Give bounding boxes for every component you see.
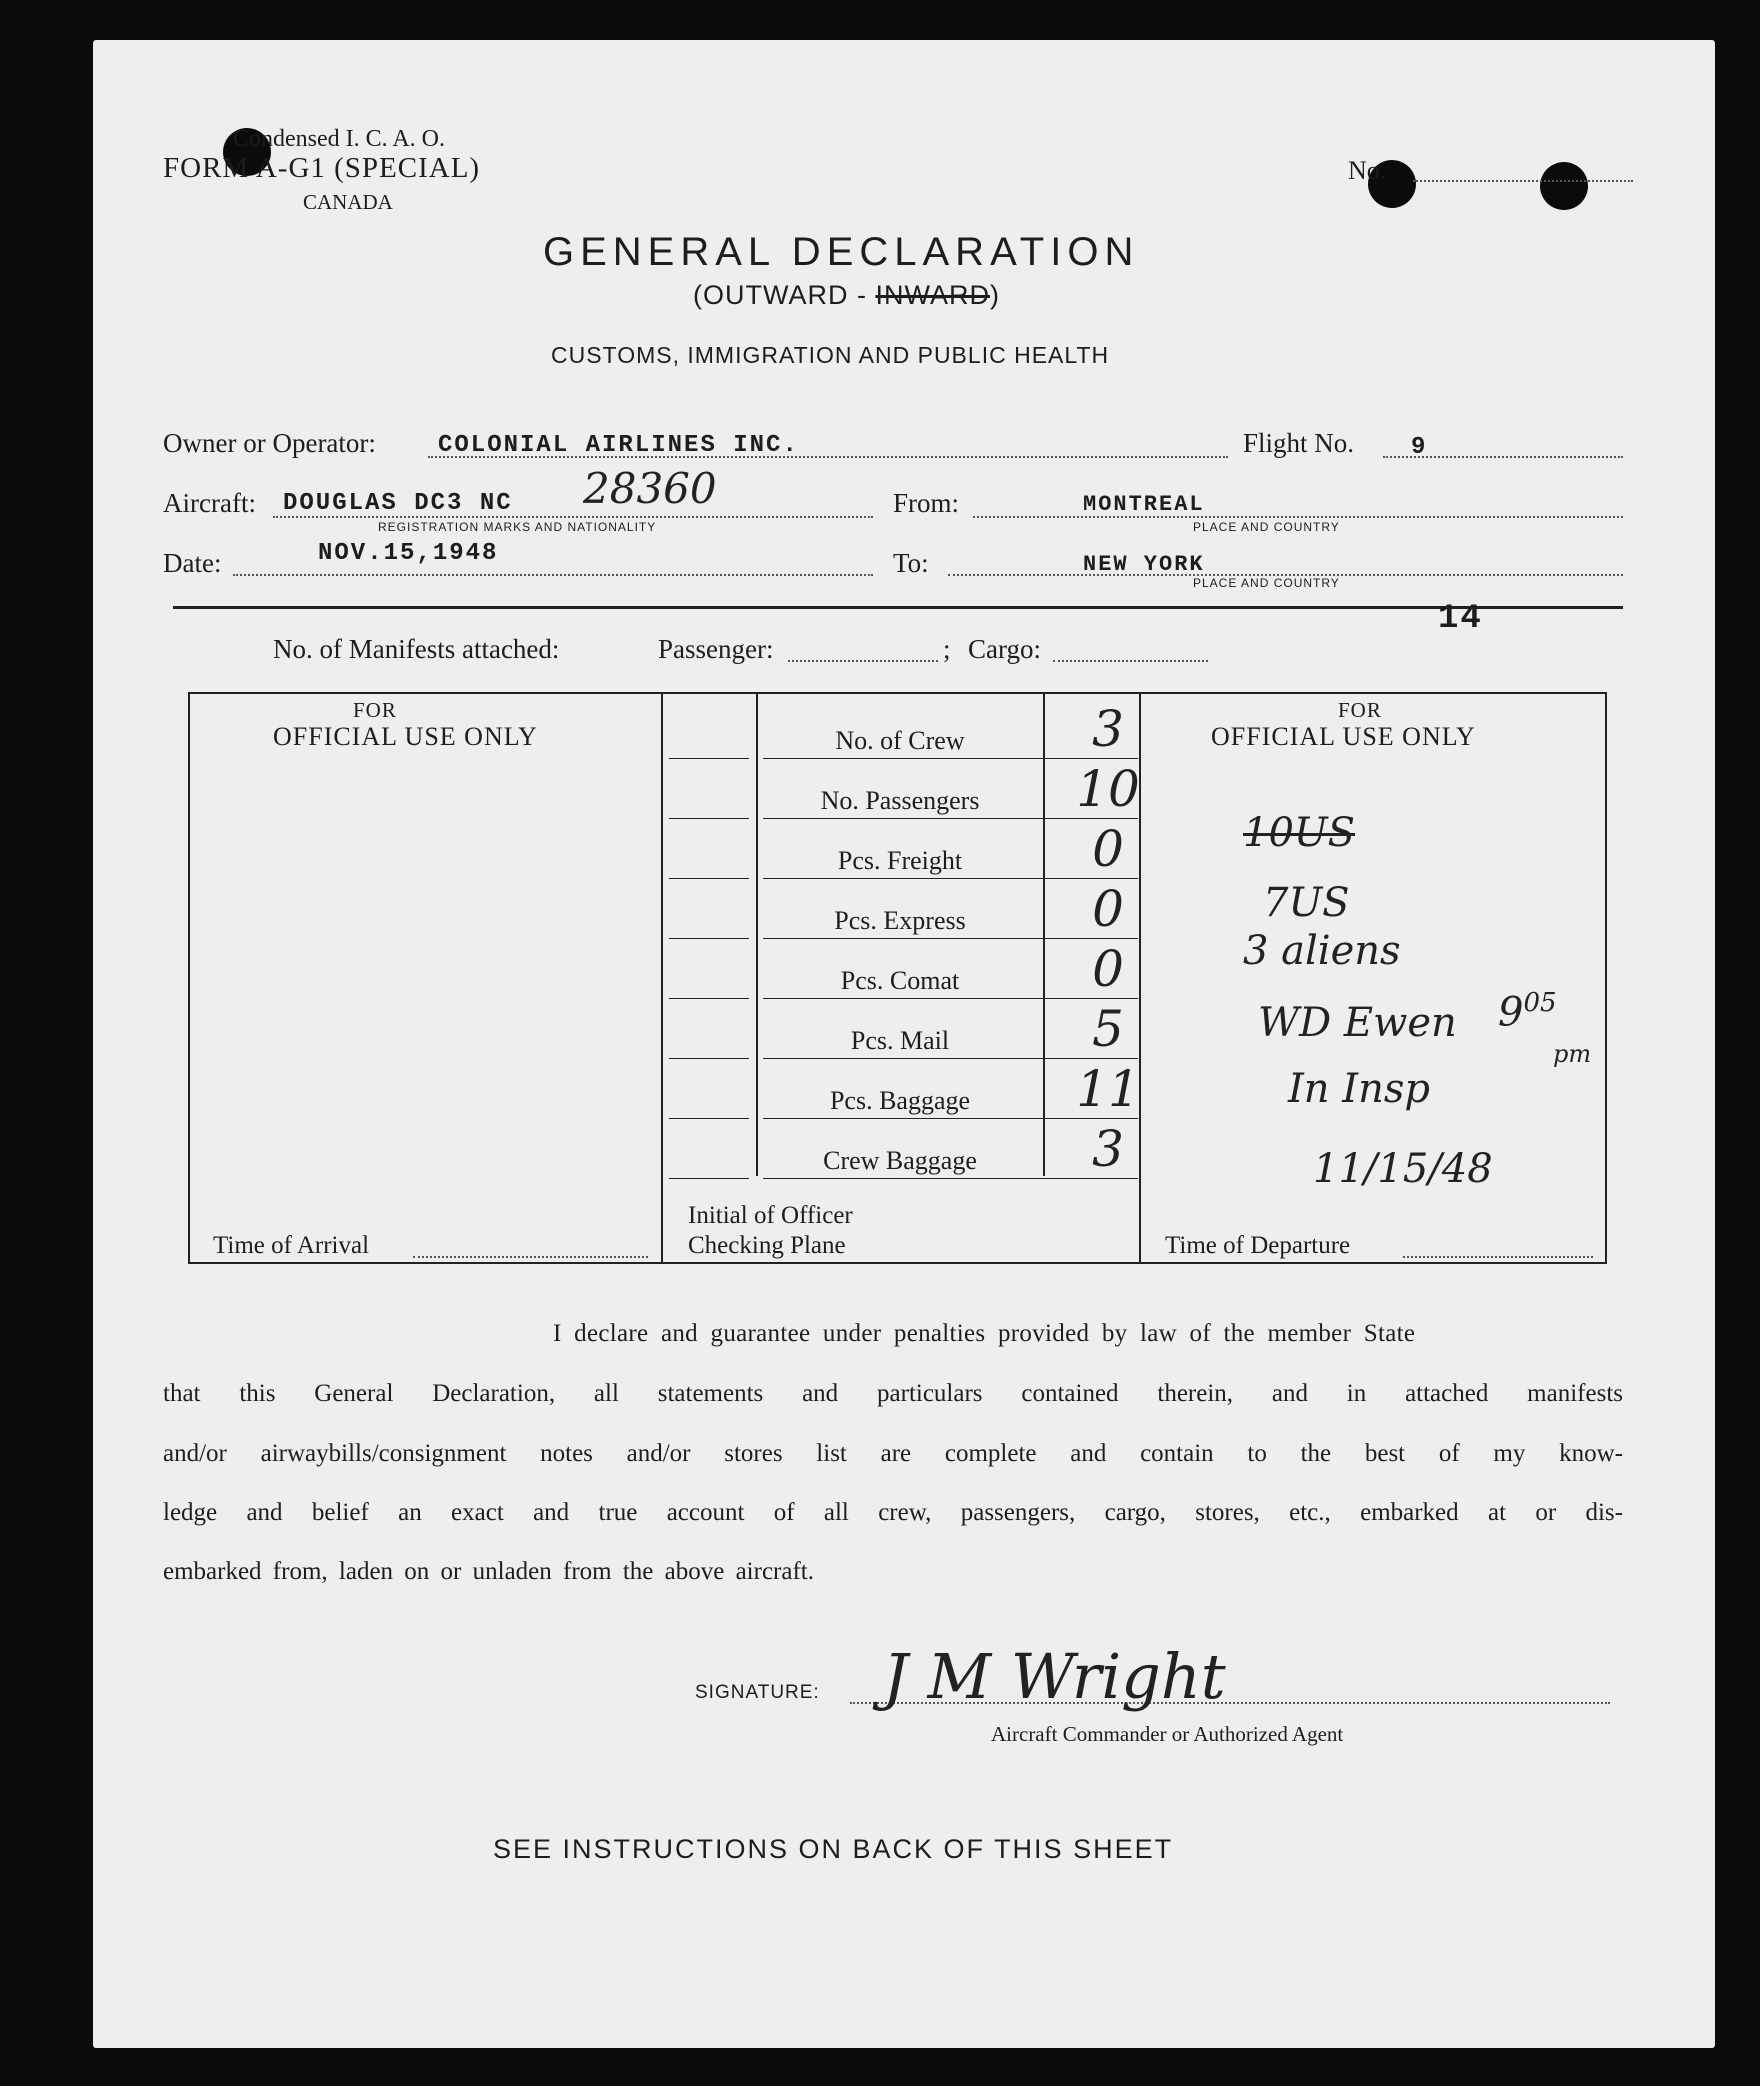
table-bottom-border: [188, 1262, 1606, 1264]
cargo-label: Cargo:: [968, 634, 1041, 664]
initial-officer-label-1: Initial of Officer: [688, 1202, 853, 1229]
right-official-header-1: FOR: [1338, 698, 1382, 722]
aircraft-registration: 28360: [583, 464, 717, 513]
note-inspection: In Insp: [1288, 1066, 1430, 1112]
punch-hole-right-2: [1540, 162, 1588, 210]
row-value-crew-baggage: 3: [1092, 1120, 1124, 1178]
note-time-hour: 9: [1498, 989, 1524, 1036]
time-of-arrival-label: Time of Arrival: [213, 1232, 370, 1259]
form-page: [93, 40, 1715, 2048]
note-us-count: 7US: [1263, 880, 1350, 926]
form-header-line3: CANADA: [303, 190, 393, 214]
row-label-mail: Pcs. Mail: [850, 1026, 950, 1055]
initial-officer-label-2: Checking Plane: [688, 1232, 846, 1259]
from-label: From:: [893, 488, 960, 518]
signature-label: SIGNATURE:: [695, 1682, 820, 1703]
row-label-express: Pcs. Express: [834, 906, 966, 935]
owner-label: Owner or Operator:: [163, 428, 376, 458]
note-time-minutes: 05: [1523, 988, 1557, 1018]
declaration-line-5: embarked from, laden on or unladen from the above aircraft.: [163, 1558, 814, 1585]
time-of-arrival-line: [413, 1256, 648, 1258]
form-number-label: No.: [1348, 156, 1387, 185]
form-header-line2: FORM A-G1 (SPECIAL): [163, 152, 481, 184]
to-caption: PLACE AND COUNTRY: [1193, 576, 1340, 590]
passenger-manifest-line: [788, 660, 938, 662]
row-label-crew-baggage: Crew Baggage: [823, 1146, 977, 1175]
table-left-border: [188, 692, 190, 1264]
flight-value: 9: [1411, 434, 1428, 461]
table-divider-1: [661, 692, 663, 1264]
time-of-departure-line: [1403, 1256, 1593, 1258]
subtitle: CUSTOMS, IMMIGRATION AND PUBLIC HEALTH: [551, 342, 1110, 368]
row-value-freight: 0: [1092, 820, 1124, 878]
note-officer: WD Ewen: [1258, 1000, 1457, 1046]
time-of-departure-label: Time of Departure: [1165, 1232, 1351, 1259]
footer-instructions: SEE INSTRUCTIONS ON BACK OF THIS SHEET: [493, 1834, 1174, 1864]
row-value-crew: 3: [1092, 700, 1124, 758]
date-label: Date:: [163, 548, 222, 578]
row-value-baggage: 11: [1076, 1060, 1140, 1118]
date-line: [233, 574, 873, 576]
from-line: [973, 516, 1623, 518]
manifest-count: 14: [1438, 600, 1483, 638]
form-number-line: [1413, 180, 1633, 182]
row-label-crew: No. of Crew: [835, 726, 965, 755]
date-value: NOV.15,1948: [318, 540, 499, 567]
row-value-passengers: 10: [1076, 760, 1140, 818]
declaration-line-3: and/or airwaybills/consignment notes and/or stores list are complete and contain to the best of my know-: [163, 1440, 1623, 1467]
page-title: GENERAL DECLARATION: [543, 230, 1140, 274]
outward-label: (OUTWARD -: [693, 280, 876, 310]
note-aliens: 3 aliens: [1243, 928, 1401, 974]
declaration-line-2: that this General Declaration, all statements and particulars contained therein, and in attached manifests: [163, 1380, 1623, 1407]
manifests-label: No. of Manifests attached:: [273, 634, 560, 664]
inward-label-struck: INWARD: [875, 280, 990, 310]
right-official-header-2: OFFICIAL USE ONLY: [1211, 722, 1476, 751]
manifest-separator: ;: [943, 634, 951, 664]
note-time: [1498, 988, 1557, 1035]
row-label-comat: Pcs. Comat: [840, 966, 960, 995]
owner-value: COLONIAL AIRLINES INC.: [438, 432, 799, 459]
signature: J M Wright: [883, 1640, 1226, 1713]
passenger-label: Passenger:: [658, 634, 774, 664]
from-value: MONTREAL: [1083, 492, 1205, 517]
to-label: To:: [893, 548, 929, 578]
declaration-line-1: I declare and guarantee under penalties provided by law of the member State: [553, 1320, 1416, 1347]
table-right-border: [1605, 692, 1607, 1264]
row-value-comat: 0: [1092, 940, 1124, 998]
registration-caption: REGISTRATION MARKS AND NATIONALITY: [378, 520, 657, 534]
table-divider-2: [756, 692, 758, 1176]
table-top-border: [188, 692, 1606, 694]
row-value-express: 0: [1092, 880, 1124, 938]
aircraft-value: DOUGLAS DC3 NC: [283, 490, 513, 517]
row-label-passengers: No. Passengers: [820, 786, 980, 815]
declaration-line-4: ledge and belief an exact and true account of all crew, passengers, cargo, stores, etc., embarked at or dis-: [163, 1499, 1623, 1526]
row-label-freight: Pcs. Freight: [837, 846, 963, 875]
row-value-mail: 5: [1092, 1000, 1124, 1058]
to-value: NEW YORK: [1083, 552, 1205, 577]
table-divider-3: [1043, 692, 1045, 1176]
from-caption: PLACE AND COUNTRY: [1193, 520, 1340, 534]
flight-label: Flight No.: [1243, 428, 1355, 458]
direction-close: ): [989, 280, 1000, 310]
direction-line: [693, 280, 1000, 311]
row-label-baggage: Pcs. Baggage: [829, 1086, 971, 1115]
aircraft-label: Aircraft:: [163, 488, 256, 518]
left-official-header-2: OFFICIAL USE ONLY: [273, 722, 538, 751]
form-header-line1: Condensed I. C. A. O.: [233, 126, 445, 152]
header-divider: [173, 606, 1623, 609]
left-official-header-1: FOR: [353, 698, 397, 722]
note-struck-count: 10US: [1243, 810, 1356, 856]
signature-caption: Aircraft Commander or Authorized Agent: [991, 1722, 1344, 1746]
note-date: 11/15/48: [1313, 1146, 1493, 1192]
note-time-pm: pm: [1553, 1040, 1592, 1068]
cargo-manifest-line: [1053, 660, 1208, 662]
